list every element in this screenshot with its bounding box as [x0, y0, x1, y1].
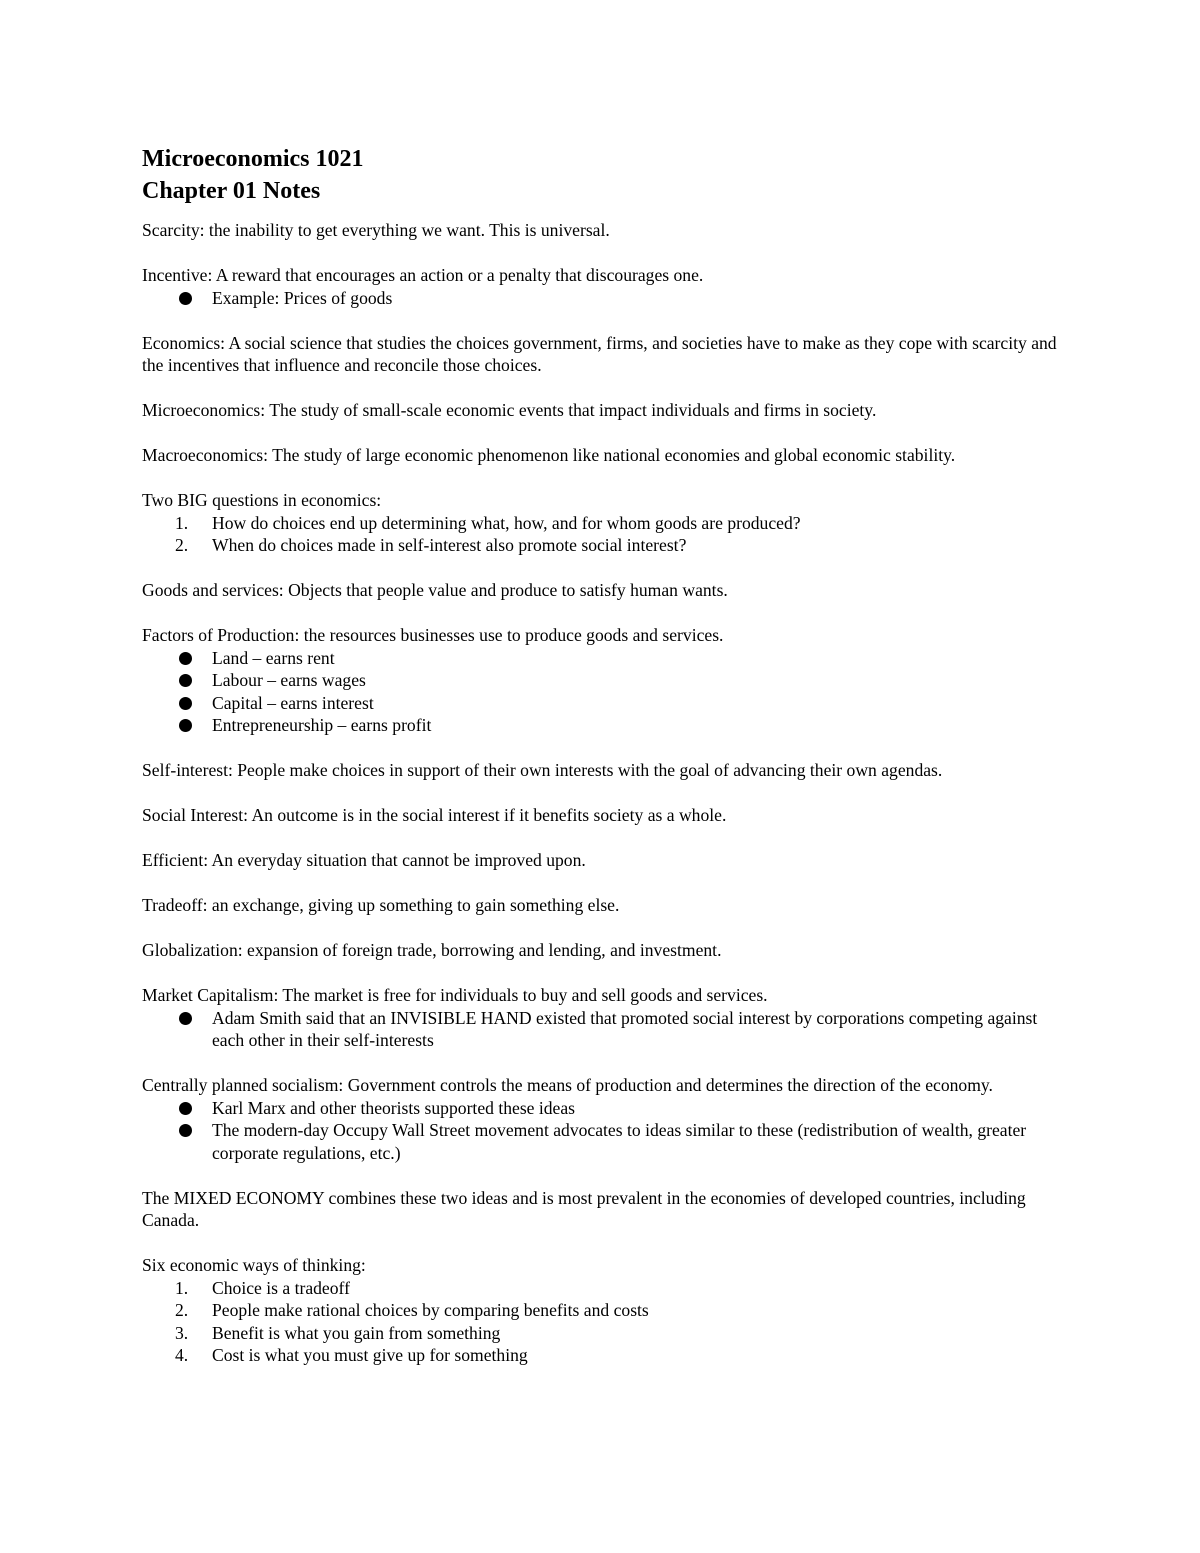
goods-services-definition: Goods and services: Objects that people value and produce to satisfy human wants. [142, 580, 728, 600]
list-item-text: How do choices end up determining what, how, and for whom goods are produced? [212, 512, 801, 533]
factors-intro: Factors of Production: the resources businesses use to produce goods and services. [142, 625, 724, 645]
list-item: Entrepreneurship – earns profit [142, 714, 1062, 737]
list-item-text: Benefit is what you gain from something [212, 1322, 501, 1343]
list-item-text: People make rational choices by comparing benefits and costs [212, 1300, 649, 1320]
efficient-definition: Efficient: An everyday situation that cannot be improved upon. [142, 850, 586, 870]
incentive-definition: Incentive: A reward that encourages an action or a penalty that discourages one. [142, 265, 704, 285]
list-item [142, 1344, 1062, 1367]
globalization-definition: Globalization: expansion of foreign trade, borrowing and lending, and investment. [142, 940, 722, 960]
macroeconomics-definition: Macroeconomics: The study of large economic phenomenon like national economies and global economic stability. [142, 445, 956, 465]
list-number: 1. [175, 1277, 189, 1298]
ways-of-thinking-list [142, 1277, 1062, 1367]
economics-definition: Economics: A social science that studies the choices government, firms, and societies have to make as they cope with scarcity and the incentives that influence and reconcile those choices. [142, 332, 1057, 375]
socialism-list [142, 1097, 1062, 1165]
market-capitalism-list [142, 1007, 1062, 1052]
list-item [142, 1299, 1062, 1322]
list-item-text: When do choices made in self-interest also promote social interest? [212, 535, 687, 555]
document-subtitle: Chapter 01 Notes [142, 178, 321, 204]
social-interest-definition: Social Interest: An outcome is in the social interest if it benefits society as a whole. [142, 805, 727, 825]
market-capitalism-definition: Market Capitalism: The market is free for individuals to buy and sell goods and services. [142, 985, 768, 1005]
list-item [142, 1277, 1062, 1300]
list-number: 3. [175, 1322, 189, 1343]
list-number: 2. [175, 1300, 189, 1320]
list-item: Land – earns rent [142, 647, 1062, 670]
list-item: Capital – earns interest [142, 692, 1062, 715]
list-number: 1. [175, 512, 189, 533]
list-number: 4. [175, 1345, 189, 1365]
big-questions-intro: Two BIG questions in economics: [142, 490, 382, 510]
tradeoff-definition: Tradeoff: an exchange, giving up something to gain something else. [142, 895, 620, 915]
list-item [142, 534, 1062, 557]
list-item: Example: Prices of goods [142, 287, 1062, 310]
factors-list [142, 647, 1062, 737]
list-item [142, 512, 1062, 535]
ways-of-thinking-intro: Six economic ways of thinking: [142, 1255, 366, 1275]
mixed-economy-paragraph: The MIXED ECONOMY combines these two ideas and is most prevalent in the economies of developed countries, including Canada. [142, 1187, 1026, 1230]
list-number: 2. [175, 535, 189, 555]
incentive-list [142, 287, 1062, 310]
microeconomics-definition: Microeconomics: The study of small-scale economic events that impact individuals and firms in society. [142, 400, 877, 420]
list-item: Adam Smith said that an INVISIBLE HAND existed that promoted social interest by corporations competing against each other in their self-interests [142, 1007, 1062, 1052]
document-title: Microeconomics 1021 [142, 146, 364, 172]
list-item: The modern-day Occupy Wall Street movement advocates to ideas similar to these (redistribution of wealth, greater corporate regulations, etc.) [142, 1119, 1062, 1164]
big-questions-list [142, 512, 1062, 557]
list-item-text: Choice is a tradeoff [212, 1277, 350, 1298]
centrally-planned-definition: Centrally planned socialism: Government controls the means of production and determines the direction of the economy. [142, 1075, 993, 1095]
list-item: Labour – earns wages [142, 669, 1062, 692]
self-interest-definition: Self-interest: People make choices in support of their own interests with the goal of advancing their own agendas. [142, 760, 943, 780]
list-item-text: Cost is what you must give up for something [212, 1345, 528, 1365]
scarcity-definition: Scarcity: the inability to get everything we want. This is universal. [142, 220, 610, 240]
list-item [142, 1322, 1062, 1345]
document-page [142, 143, 1062, 1389]
list-item: Karl Marx and other theorists supported these ideas [142, 1097, 1062, 1120]
